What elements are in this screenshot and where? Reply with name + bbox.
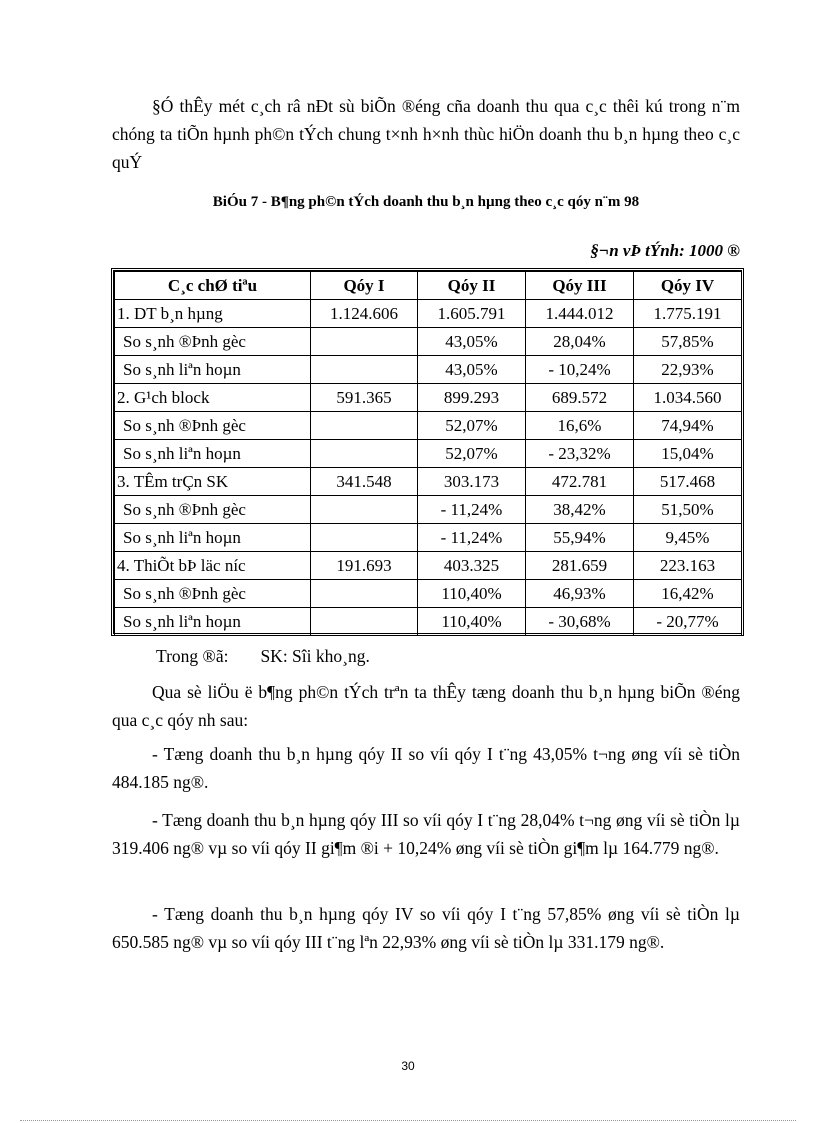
table-cell <box>311 496 418 524</box>
table-row <box>115 328 742 356</box>
table-cell: 110,40% <box>418 580 526 608</box>
footer-divider <box>20 1120 796 1121</box>
table-cell: 110,40% <box>418 608 526 636</box>
table-cell: 281.659 <box>526 552 634 580</box>
table-cell: 472.781 <box>526 468 634 496</box>
table-cell: 1.605.791 <box>418 300 526 328</box>
table-cell: 51,50% <box>634 496 742 524</box>
table-cell: 16,42% <box>634 580 742 608</box>
unit-label: §¬n vÞ tÝnh: 1000 ® <box>590 241 740 260</box>
table-cell <box>311 412 418 440</box>
table-cell: 9,45% <box>634 524 742 552</box>
table-header-row <box>115 272 742 300</box>
table-cell: 591.365 <box>311 384 418 412</box>
row-label: 4. ThiÕt bÞ läc níc <box>115 552 311 580</box>
row-label: 1. DT b¸n hµng <box>115 300 311 328</box>
table-cell: 55,94% <box>526 524 634 552</box>
table-cell: - 23,32% <box>526 440 634 468</box>
table-cell: 403.325 <box>418 552 526 580</box>
table-cell: 223.163 <box>634 552 742 580</box>
header-criteria: C¸c chØ tiªu <box>115 272 311 300</box>
table-cell: 689.572 <box>526 384 634 412</box>
table-cell: - 30,68% <box>526 608 634 636</box>
table-cell: 38,42% <box>526 496 634 524</box>
page-number: 30 <box>401 1059 415 1073</box>
table-row <box>115 496 742 524</box>
row-label: So s¸nh ®Þnh gèc <box>115 412 311 440</box>
table-cell: 341.548 <box>311 468 418 496</box>
table-cell: 1.444.012 <box>526 300 634 328</box>
table-cell: 1.775.191 <box>634 300 742 328</box>
table-row <box>115 356 742 384</box>
table-cell: 303.173 <box>418 468 526 496</box>
header-q4: Qóy IV <box>634 272 742 300</box>
table-cell: 57,85% <box>634 328 742 356</box>
table-cell: 43,05% <box>418 328 526 356</box>
table-cell <box>311 580 418 608</box>
intro-paragraph: §Ó thÊy mét c¸ch râ nÐt sù biÕn ®éng cña doanh thu qua c¸c thêi kú trong n¨m chóng ta tiÕn hµnh ph©n tÝch chung t×nh h×nh thùc hiÖn doanh thu b¸n hµng theo c¸c quÝ <box>112 96 740 172</box>
table-cell: 46,93% <box>526 580 634 608</box>
row-label: So s¸nh liªn hoµn <box>115 356 311 384</box>
header-q3: Qóy III <box>526 272 634 300</box>
row-label: 3. TÊm trÇn SK <box>115 468 311 496</box>
table-row <box>115 440 742 468</box>
table-cell: 1.124.606 <box>311 300 418 328</box>
q3-paragraph: - Tæng doanh thu b¸n hµng qóy III so víi qóy I t¨ng 28,04% t¬ng øng víi sè tiÒn lµ 319.406 ng® vµ so víi qóy II gi¶m ®i + 10,24% øng víi sè tiÒn gi¶m lµ 164.779 ng®. <box>112 810 740 858</box>
row-label: So s¸nh liªn hoµn <box>115 524 311 552</box>
q2-paragraph: - Tæng doanh thu b¸n hµng qóy II so víi qóy I t¨ng 43,05% t¬ng øng víi sè tiÒn 484.185 ng®. <box>112 744 740 792</box>
table-row <box>115 384 742 412</box>
table-cell <box>311 328 418 356</box>
table-row <box>115 608 742 636</box>
table-cell <box>311 440 418 468</box>
note-abbreviation: SK: Sîi kho¸ng. <box>260 646 370 666</box>
table-cell: 1.034.560 <box>634 384 742 412</box>
header-q2: Qóy II <box>418 272 526 300</box>
row-label: So s¸nh liªn hoµn <box>115 608 311 636</box>
q4-paragraph: - Tæng doanh thu b¸n hµng qóy IV so víi qóy I t¨ng 57,85% øng víi sè tiÒn lµ 650.585 ng® vµ so víi qóy III t¨ng lªn 22,93% øng víi sè tiÒn lµ 331.179 ng®. <box>112 904 740 952</box>
analysis-paragraph: Qua sè liÖu ë b¶ng ph©n tÝch trªn ta thÊy tæng doanh thu b¸n hµng biÕn ®éng qua c¸c qóy nh sau: <box>112 682 740 730</box>
table-cell: 22,93% <box>634 356 742 384</box>
table-row <box>115 412 742 440</box>
row-label: So s¸nh ®Þnh gèc <box>115 328 311 356</box>
note-line <box>156 646 370 667</box>
table-row <box>115 524 742 552</box>
table-caption: BiÓu 7 - B¶ng ph©n tÝch doanh thu b¸n hµng theo c¸c qóy n¨m 98 <box>212 194 640 210</box>
table-cell: - 10,24% <box>526 356 634 384</box>
row-label: So s¸nh liªn hoµn <box>115 440 311 468</box>
table-row <box>115 580 742 608</box>
table-row <box>115 300 742 328</box>
note-label: Trong ®ã: <box>156 646 229 666</box>
table-cell: 899.293 <box>418 384 526 412</box>
table-cell: 517.468 <box>634 468 742 496</box>
row-label: So s¸nh ®Þnh gèc <box>115 496 311 524</box>
table-cell: 16,6% <box>526 412 634 440</box>
table-cell: 15,04% <box>634 440 742 468</box>
revenue-table <box>111 268 744 636</box>
table-cell <box>311 356 418 384</box>
table-row <box>115 552 742 580</box>
table-cell: - 11,24% <box>418 496 526 524</box>
header-q1: Qóy I <box>311 272 418 300</box>
table-cell <box>311 524 418 552</box>
table-row <box>115 468 742 496</box>
row-label: 2. G¹ch block <box>115 384 311 412</box>
table-cell: 43,05% <box>418 356 526 384</box>
table-cell: 52,07% <box>418 440 526 468</box>
table-cell: 74,94% <box>634 412 742 440</box>
table-cell: - 11,24% <box>418 524 526 552</box>
table-cell <box>311 608 418 636</box>
table-cell: 191.693 <box>311 552 418 580</box>
table-cell: - 20,77% <box>634 608 742 636</box>
table-cell: 52,07% <box>418 412 526 440</box>
table-cell: 28,04% <box>526 328 634 356</box>
row-label: So s¸nh ®Þnh gèc <box>115 580 311 608</box>
